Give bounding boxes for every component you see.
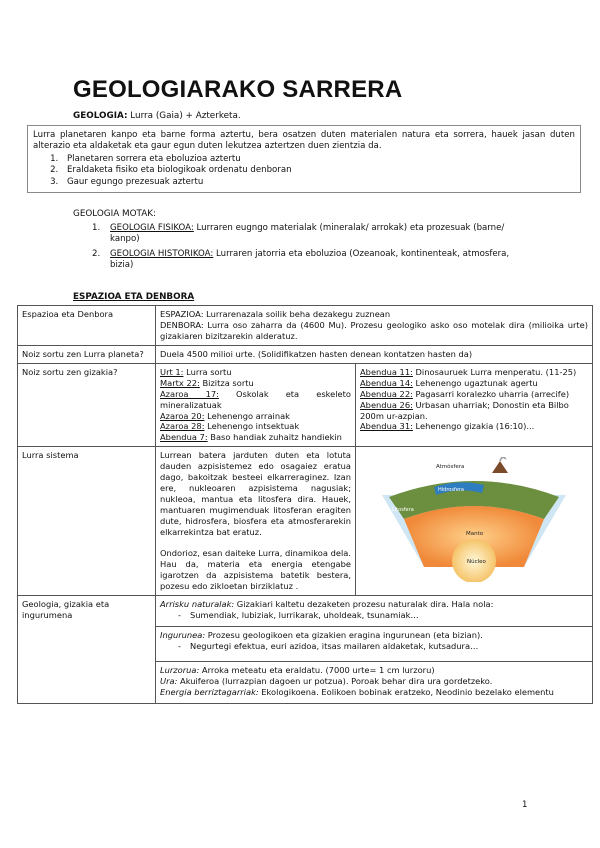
type-name: GEOLOGIA FISIKOA: [110,223,194,233]
timeline-left [156,363,356,447]
impact-block [156,626,592,655]
impact-label: Ingurunea: [160,630,206,641]
resources-block [156,661,592,701]
soil-label: Lurzorua: [160,665,200,676]
entry-date: Abendua 31: [360,421,413,432]
timeline-entry [360,400,588,422]
earth-system-text [156,447,356,595]
entry-text: Lurra sortu [183,366,232,377]
entry-text: Baso handiak zuhaitz handiekin [207,432,342,443]
row-label: Lurra sistema [18,447,156,595]
entry-date: Abendua 14: [360,377,413,388]
energy-label: Energia berriztagarriak: [160,687,259,698]
entry-date: Martx 22: [160,377,200,388]
entry-text: Urbasan uharriak; Donostin eta Bilbo 200m ur-azpian. [360,399,569,421]
timeline-right [356,363,593,447]
list-item [92,223,532,246]
timeline-entry [360,367,588,378]
timeline-entry [160,421,351,432]
timeline-entry [360,421,588,432]
entry-text: Lehenengo intsektuak [204,421,300,432]
timeline-entry [160,411,351,422]
list-item [92,249,532,272]
row-label: Noiz sortu zen gizakia? [18,363,156,447]
entry-date: Abendua 22: [360,388,413,399]
entry-date: Azaroa 17: [160,388,219,399]
impact-items: Negurtegi efektua, euri azidoa, itsas mailaren aldaketak, kutsadura… [190,641,479,652]
earth-structure-figure [374,457,574,582]
label-lithosphere: Litosfera [392,506,414,513]
list-item: 3. Gaur egungo prezesuak aztertu [61,177,575,189]
list-item: 2. Eraldaketa fisiko eta biologikoak ordenatu denboran [61,165,575,177]
label-hydrosphere: Hidrosfera [438,486,464,493]
paragraph: Lurrean batera jarduten duten eta lotuta dauden azpisistemez edo osagaiez eratua dago, bakoitzak besteei elkarreraginez. Izan ere, nukleoaren azpisistema nagusiak; nukleoa, mantua eta litosfera dira. Hauek, mantuaren mugimenduak litosferan eragiten dute, hidrosfera, biosfera eta atmosferarekin elkarrekintza bat eratuz. [160,450,351,537]
smoke-shape [500,457,506,461]
label-atmosphere: Atmósfera [436,463,465,470]
timeline-entry [160,367,351,378]
table-row [18,447,593,595]
table-cell [156,306,593,346]
table-row [18,595,593,704]
space-line: ESPAZIOA: Lurrarenazala soilik beha dezakegu zuznean [160,309,391,319]
energy-text: Ekologikoena. Eolikoen bobinak eratzeko, Neodinio bezelako elementu [258,687,554,698]
time-line: DENBORA: Lurra oso zaharra da (4600 Mu). Prozesu geologiko asko oso motelak dira (milioika urte) gizakiaren bizitzarekin alderatuz. [160,319,588,341]
volcano-shape [492,461,508,473]
risk-label: Arrisku naturalak: [160,598,235,609]
types-list [92,223,532,274]
row-label: Noiz sortu zen Lurra planeta? [18,345,156,363]
entry-date: Azaroa 28: [160,421,205,432]
table-cell: Duela 4500 milioi urte. (Solidifikatzen hasten denean kontatzen hasten da) [156,345,593,363]
entry-text: Dinosauruek Lurra menperatu. (11-25) [412,366,577,377]
list-item: - Negurtegi efektua, euri azidoa, itsas mailaren aldaketak, kutsadura… [178,641,479,652]
row-label: Espazioa eta Denbora [18,306,156,346]
definition-label: GEOLOGIA: [73,111,128,121]
type-text: Lurraren jatorria eta eboluzioa (Ozeanoak, kontinenteak, atmosfera, bizia) [110,248,510,271]
item-number: 1. [92,223,101,233]
paragraph: Ondorioz, esan daiteke Lurra, dinamikoa dela. Hau da, materia eta energia etengabe igarotzen da azpisistema batetik bestera, pozesu edo zikloetan birziklatuz . [160,547,352,591]
entry-date: Abendua 7: [160,432,208,443]
timeline-entry [160,432,351,443]
row-label: Geologia, gizakia eta ingurumena [18,595,156,704]
page-title: GEOLOGIARAKO SARRERA [73,76,403,103]
type-name: GEOLOGIA HISTORIKOA: [110,248,214,259]
item-number: 2. [92,248,101,259]
table-row [18,363,593,447]
earth-figure-cell [356,447,593,595]
label-core: Núcleo [467,558,486,565]
table-row [18,345,593,363]
list-item: - Sumendiak, lubiziak, lurrikarak, uholdeak, tsunamiak… [178,609,419,620]
label-mantle: Manto [466,530,484,537]
entry-date: Urt 1: [160,366,184,377]
definition-text: Lurra (Gaia) + Azterketa. [127,111,241,121]
soil-text: Arroka meteatu eta eraldatu. (7000 urte= 1 cm lurzoru) [199,665,435,676]
risk-text: Gizakiari kaltetu dezaketen prozesu naturalak dira. Hala nola: [234,598,494,609]
intro-list [61,154,575,189]
risk-items: Sumendiak, lubiziak, lurrikarak, uholdeak, tsunamiak… [190,609,419,620]
water-label: Ura: [160,676,178,687]
space-time-table [17,305,593,704]
entry-date: Abendua 11: [360,366,413,377]
entry-text: Bizitza sortu [199,377,254,388]
type-text: Lurraren eugngo materialak (mineralak/ arrokak) eta prozesuak (barne/ kanpo) [110,223,505,245]
types-heading: GEOLOGIA MOTAK: [73,209,156,219]
timeline-entry [160,389,351,411]
timeline-entry [360,389,588,400]
intro-text: Lurra planetaren kanpo eta barne forma aztertu, bera osatzen duten materialen natura eta sorrera, hauek jasan duten alterazio eta aldaketak eta gaur egun duten lekutzea aztertzen duen zientzia da. [33,130,575,152]
entry-text: Lehenengo ugaztunak agertu [412,377,538,388]
entry-text: Pagasarri koralezko uharria (arrecife) [412,388,570,399]
entry-text: Lehenengo arrainak [204,410,290,421]
entry-text: Lehenengo gizakia (16:10)... [412,421,535,432]
environment-cell [156,595,593,704]
timeline-entry [360,378,588,389]
page-number: 1 [522,800,528,810]
impact-text: Prozesu geologikoen eta gizakien eragina ingurunean (eta bizian). [205,630,483,641]
geology-definition [73,111,241,123]
risk-block [160,599,588,621]
intro-box [27,125,581,193]
section-heading: ESPAZIOA ETA DENBORA [73,292,195,302]
entry-text: Oskolak eta eskeleto mineralizatuak [160,388,351,410]
list-item: 1. Planetaren sorrera eta eboluzioa aztertu [61,154,575,166]
entry-date: Azaroa 20: [160,410,205,421]
timeline-entry [160,378,351,389]
water-text: Akuiferoa (lurrazpian dagoen ur potzua). Poroak behar dira ura gordetzeko. [177,676,493,687]
table-row [18,306,593,346]
entry-date: Abendua 26: [360,399,413,410]
